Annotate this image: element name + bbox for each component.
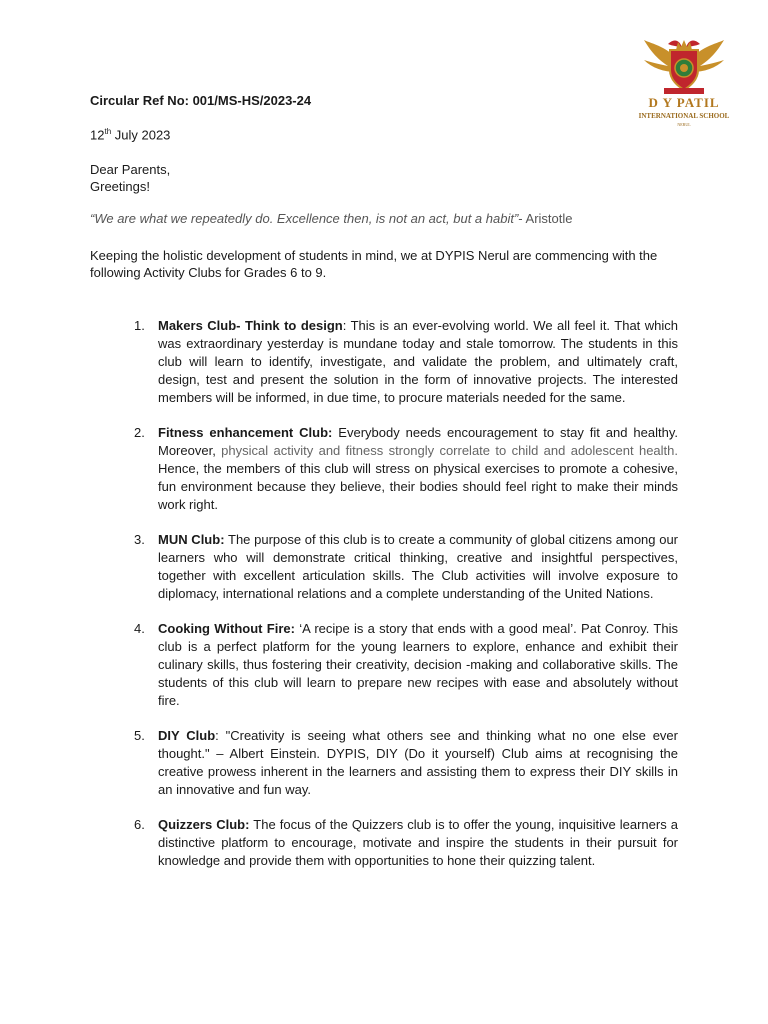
date-month-year: July 2023: [111, 127, 171, 143]
club-number: 2.: [134, 425, 145, 440]
date-suffix: th: [104, 127, 112, 136]
quote-author: - Aristotle: [518, 211, 573, 226]
club-number: 3.: [134, 532, 145, 547]
club-description: The purpose of this club is to create a community of global citizens among our learners who will demonstrate critical thinking, creative and insightful perspectives, together with excellent articulation skills. The Club activities will involve exposure to diplomacy, international relations and a complete understanding of the United Nations.: [158, 532, 678, 601]
club-name: DIY Club: [158, 728, 216, 743]
club-item: [134, 531, 678, 603]
date-day: 12: [90, 127, 105, 143]
club-name: Makers Club- Think to design: [158, 318, 343, 333]
club-name: Cooking Without Fire:: [158, 621, 295, 636]
club-number: 6.: [134, 817, 145, 832]
club-number: 5.: [134, 728, 145, 743]
club-description: : "Creativity is seeing what others see and thinking what no one else ever thought." – Albert Einstein. DYPIS, DIY (Do it yourself) Club aims at recognising the creative prowess inherent in the learners and assisting them to express their DIY skills in an innovative and fun way.: [158, 728, 678, 797]
club-description: : This is an ever-evolving world. We all feel it. That which was extraordinary yesterday is mundane today and stale tomorrow. The students in this club will learn to identify, investigate, and validate the problem, and ultimately craft, design, test and present the solution in the form of innovative projects. The interested members will be informed, in due time, to procure materials needed for the same.: [158, 318, 678, 405]
logo-location: NERUL: [677, 122, 691, 127]
club-item: [134, 620, 678, 710]
clubs-list: [134, 317, 679, 887]
logo-crest-icon: [638, 36, 730, 96]
club-number: 1.: [134, 318, 145, 333]
club-name: Fitness enhancement Club:: [158, 425, 333, 440]
salutation-line: Dear Parents,: [90, 162, 171, 177]
circular-ref: Circular Ref No: 001/MS-HS/2023-24: [90, 93, 312, 108]
club-description-highlight: physical activity and fitness strongly correlate to child and adolescent health.: [221, 443, 678, 458]
club-description: Everybody needs encouragement to stay fit and healthy. Moreover,: [158, 425, 678, 458]
quote: [90, 211, 572, 226]
club-description-end: Hence, the members of this club will stress on physical exercises to promote a cohesive, fun environment because they believe, their bodies should feel right to make their minds work right.: [158, 461, 678, 512]
club-description: The focus of the Quizzers club is to offer the young, inquisitive learners a distinctive platform to encourage, motivate and inspire the students in their pursuit for knowledge and provide them with opportunities to hone their quizzing talent.: [158, 817, 679, 868]
club-name: Quizzers Club:: [158, 817, 250, 832]
intro-paragraph: Keeping the holistic development of students in mind, we at DYPIS Nerul are commencing with the following Activity Clubs for Grades 6 to 9.: [90, 248, 658, 280]
logo-school-name: D Y PATIL: [648, 95, 720, 110]
greeting-line: Greetings!: [90, 179, 150, 194]
club-number: 4.: [134, 621, 145, 636]
salutation: [90, 161, 170, 195]
club-item: [134, 424, 678, 514]
quote-text: “We are what we repeatedly do. Excellence then, is not an act, but a habit”: [90, 211, 519, 226]
logo-school-subtitle: INTERNATIONAL SCHOOL: [638, 112, 730, 120]
club-name: MUN Club:: [158, 532, 225, 547]
club-item: [134, 816, 679, 870]
circular-date: [90, 127, 170, 142]
club-item: [134, 727, 678, 799]
club-item: [134, 317, 678, 407]
club-description: ‘A recipe is a story that ends with a good meal’. Pat Conroy. This club is a perfect platform for the young learners to explore, enhance and exhibit their culinary skills, thus fostering their creativity, decision -making and collaborative skills. The students of this club will learn to prepare new recipes with ease and absolutely without fire.: [158, 621, 678, 708]
school-logo: [638, 36, 730, 132]
